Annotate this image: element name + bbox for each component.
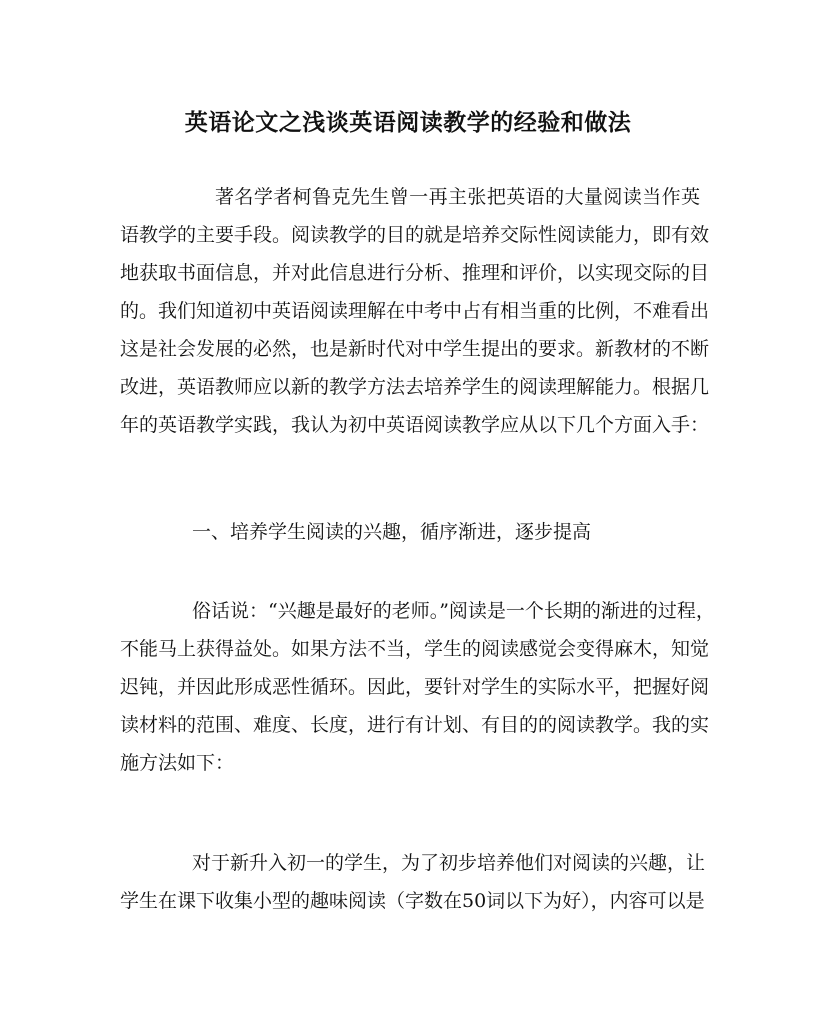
paragraph-line: 学生在课下收集小型的趣味阅读（字数在50词以下为好），内容可以是 (120, 890, 705, 912)
paragraph-line: 的。我们知道初中英语阅读理解在中考中占有相当重的比例，不难看出 (120, 300, 710, 322)
paragraph-line: 施方法如下： (120, 752, 235, 774)
document-title: 英语论文之浅谈英语阅读教学的经验和做法 (184, 109, 632, 136)
paragraph-line: 著名学者柯鲁克先生曾一再主张把英语的大量阅读当作英 (215, 186, 700, 208)
paragraph-line: 地获取书面信息，并对此信息进行分析、推理和评价，以实现交际的目 (120, 262, 710, 284)
paragraph-2 (120, 592, 715, 782)
paragraph-line: 对于新升入初一的学生，为了初步培养他们对阅读的兴趣，让 (192, 852, 706, 874)
paragraph-line: 俗话说：“兴趣是最好的老师。”阅读是一个长期的渐进的过程， (192, 600, 715, 622)
paragraph-line: 迟钝，并因此形成恶性循环。因此，要针对学生的实际水平，把握好阅 (120, 676, 710, 698)
paragraph-line: 这是社会发展的必然，也是新时代对中学生提出的要求。新教材的不断 (120, 338, 710, 360)
paragraph-1 (120, 178, 710, 444)
paragraph-line: 语教学的主要手段。阅读教学的目的就是培养交际性阅读能力，即有效 (120, 224, 710, 246)
paragraph-line: 不能马上获得益处。如果方法不当，学生的阅读感觉会变得麻木，知觉 (120, 638, 710, 660)
paragraph-line: 年的英语教学实践，我认为初中英语阅读教学应从以下几个方面入手： (120, 414, 710, 436)
section-heading-1 (120, 513, 700, 551)
paragraph-line: 读材料的范围、难度、长度，进行有计划、有目的的阅读教学。我的实 (120, 714, 710, 736)
paragraph-line: 改进，英语教师应以新的教学方法去培养学生的阅读理解能力。根据几 (120, 376, 710, 398)
section-heading-text: 一、培养学生阅读的兴趣，循序渐进，逐步提高 (192, 521, 592, 543)
paragraph-3 (120, 844, 706, 920)
